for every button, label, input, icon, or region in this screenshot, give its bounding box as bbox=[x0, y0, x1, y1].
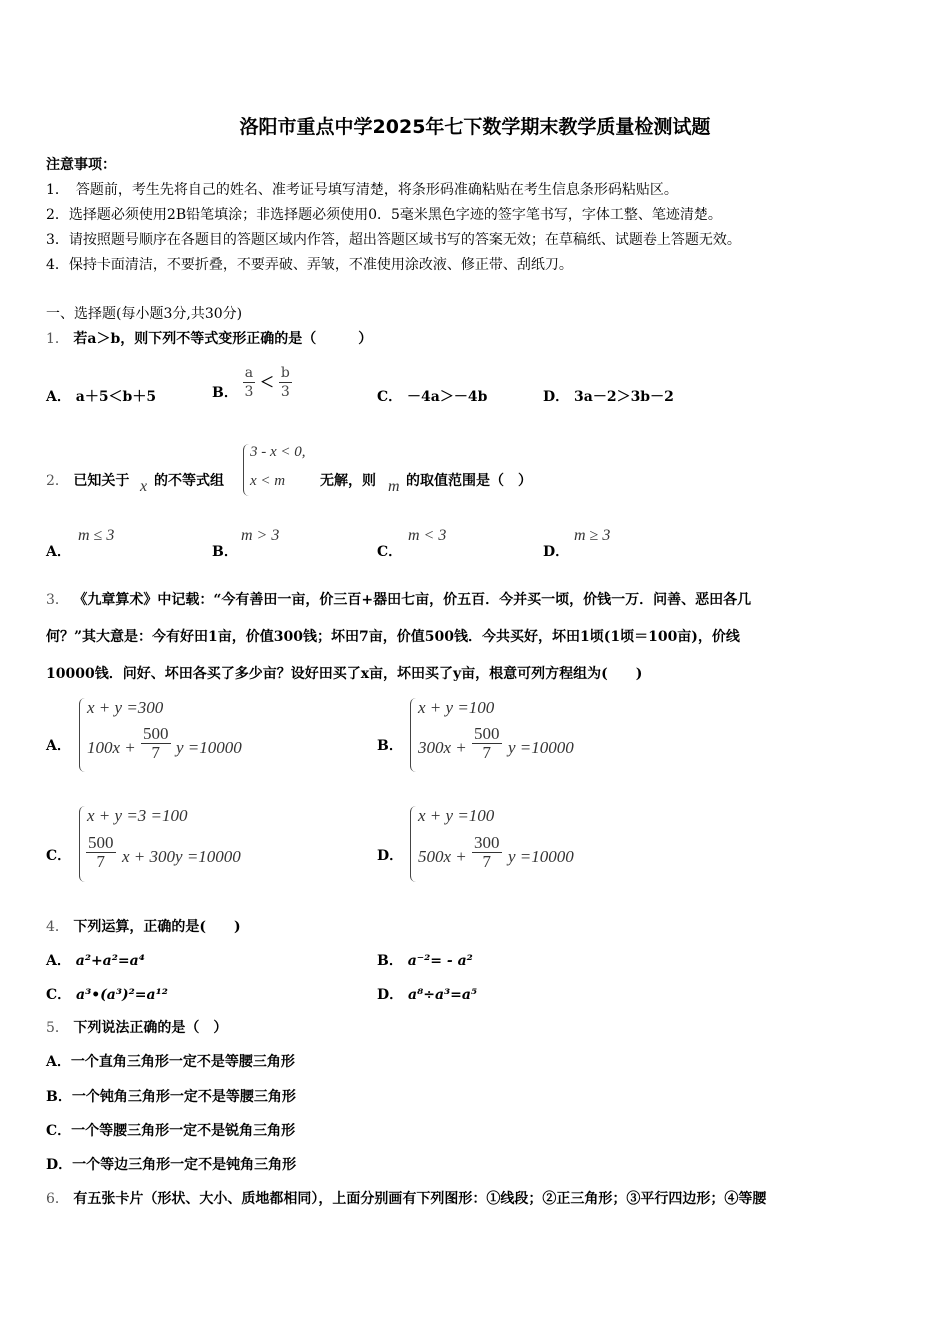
system-brace bbox=[410, 698, 417, 772]
less-than-sign: ＜ bbox=[259, 375, 274, 391]
option-text: 3a－2＞3b－2 bbox=[574, 389, 674, 405]
option-label: B． bbox=[377, 953, 403, 969]
system-line: x + y =100 bbox=[418, 698, 495, 717]
q2-option-d-label[interactable]: D． bbox=[543, 544, 570, 560]
question-text: 若a＞b，则下列不等式变形正确的是（ ） bbox=[73, 331, 373, 347]
question-2-stem bbox=[46, 470, 129, 490]
question-number: 6． bbox=[46, 1191, 69, 1207]
q4-option-a[interactable] bbox=[46, 950, 145, 970]
q5-option-a[interactable]: A．一个直角三角形一定不是等腰三角形 bbox=[46, 1054, 295, 1070]
question-text: 无解，则 bbox=[320, 473, 376, 489]
system-line: x + y =100 bbox=[418, 806, 495, 825]
question-6-stem bbox=[46, 1188, 766, 1208]
question-text: 的取值范围是（ ） bbox=[406, 473, 532, 489]
system-brace bbox=[79, 698, 86, 772]
system-line: x < m bbox=[250, 473, 286, 489]
question-text: 何？”其大意是：今有好田1亩，价值300钱；坏田7亩，价值500钱．今共买好，坏田1顷(1顷＝100亩)，价线 bbox=[46, 629, 740, 645]
option-text: －4a＞－4b bbox=[407, 389, 488, 405]
option-label: B． bbox=[212, 385, 238, 401]
system-line: y =10000 bbox=[508, 847, 574, 866]
q5-option-b[interactable]: B．一个钝角三角形一定不是等腰三角形 bbox=[46, 1089, 296, 1105]
variable-m: m bbox=[388, 478, 400, 495]
option-label: D． bbox=[377, 987, 404, 1003]
system-brace bbox=[79, 806, 86, 882]
q2-option-d-text: m ≥ 3 bbox=[574, 527, 611, 544]
q2-option-c-label[interactable]: C． bbox=[377, 544, 403, 560]
q5-option-c[interactable]: C．一个等腰三角形一定不是锐角三角形 bbox=[46, 1123, 296, 1139]
system-brace bbox=[410, 806, 417, 882]
fraction: $\frac{500}{7}$ bbox=[474, 724, 500, 762]
variable-x: x bbox=[140, 478, 148, 495]
notice-item: 4．保持卡面清洁，不要折叠，不要弄破、弄皱，不准使用涂改液、修正带、刮纸刀。 bbox=[46, 257, 573, 273]
question-text: 10000钱．问好、坏田各买了多少亩？设好田买了x亩，坏田买了y亩，根意可列方程组为( ) bbox=[46, 666, 643, 682]
q4-option-c[interactable] bbox=[46, 984, 168, 1004]
question-number: 5． bbox=[46, 1020, 69, 1036]
notice-heading: 注意事项： bbox=[46, 157, 116, 173]
question-text: 《九章算术》中记载：“今有善田一亩，价三百+器田七亩，价五百．今并买一顷，价钱一万．问善、恶田各几 bbox=[73, 592, 752, 608]
system-line: x + y =300 bbox=[87, 698, 164, 717]
question-4-stem bbox=[46, 916, 241, 936]
q1-option-b[interactable] bbox=[212, 362, 292, 402]
q3-option-c-label[interactable]: C． bbox=[46, 848, 72, 864]
fraction: $\frac{500}{7}$ bbox=[88, 833, 114, 871]
q1-option-c[interactable] bbox=[377, 386, 487, 406]
page-title: 洛阳市重点中学2025年七下数学期末教学质量检测试题 bbox=[239, 116, 711, 138]
q3-option-d-label[interactable]: D． bbox=[377, 848, 404, 864]
question-text: 已知关于 bbox=[73, 473, 130, 489]
system-brace bbox=[243, 444, 250, 496]
fraction: $\frac{b}{3}$ bbox=[280, 364, 290, 400]
question-text: 的不等式组 bbox=[154, 473, 224, 489]
option-label: D． bbox=[543, 389, 570, 405]
option-text: a＋5＜b＋5 bbox=[75, 389, 157, 405]
q2-option-b-text: m > 3 bbox=[241, 527, 280, 544]
q5-option-d[interactable]: D．一个等边三角形一定不是钝角三角形 bbox=[46, 1157, 297, 1173]
fraction: $\frac{500}{7}$ bbox=[143, 724, 169, 762]
option-label: A． bbox=[46, 953, 71, 969]
question-number: 2． bbox=[46, 473, 69, 489]
q2-option-b-label[interactable]: B． bbox=[212, 544, 238, 560]
system-line: 3 - x < 0, bbox=[250, 444, 306, 460]
fraction: $\frac{a}{3}$ bbox=[244, 364, 254, 400]
question-1-stem bbox=[46, 328, 372, 348]
q2-option-c-text: m < 3 bbox=[408, 527, 447, 544]
question-text: 下列运算，正确的是( ) bbox=[73, 919, 241, 935]
option-text: a⁸÷a³=a⁵ bbox=[408, 987, 478, 1003]
system-line: y =10000 bbox=[176, 738, 242, 757]
q4-option-d[interactable] bbox=[377, 984, 477, 1004]
question-text: 下列说法正确的是（ ） bbox=[73, 1020, 228, 1036]
q3-option-a-label[interactable]: A． bbox=[46, 738, 71, 754]
option-text: a³•(a³)²=a¹² bbox=[76, 987, 168, 1003]
q2-option-a-label[interactable]: A． bbox=[46, 544, 71, 560]
question-number: 3． bbox=[46, 592, 69, 608]
system-line: 500x + bbox=[418, 847, 467, 866]
question-text: 有五张卡片（形状、大小、质地都相同），上面分别画有下列图形：①线段；②正三角形；③平行四边形；④等腰 bbox=[73, 1191, 767, 1207]
system-line: y =10000 bbox=[508, 738, 574, 757]
option-text: a⁻²= - a² bbox=[407, 953, 473, 969]
question-number: 4． bbox=[46, 919, 69, 935]
option-label: A． bbox=[46, 389, 71, 405]
option-text: a²+a²=a⁴ bbox=[75, 953, 145, 969]
q1-option-a[interactable] bbox=[46, 386, 156, 406]
question-number: 1． bbox=[46, 331, 69, 347]
q1-option-d[interactable] bbox=[543, 386, 674, 406]
notice-item: 3．请按照题号顺序在各题目的答题区域内作答，超出答题区域书写的答案无效；在草稿纸、试题卷上答题无效。 bbox=[46, 232, 741, 248]
system-line: 300x + bbox=[418, 738, 467, 757]
q2-option-a-text: m ≤ 3 bbox=[78, 527, 115, 544]
question-3-stem bbox=[46, 589, 751, 609]
q4-option-b[interactable] bbox=[377, 950, 473, 970]
q3-option-b-label[interactable]: B． bbox=[377, 738, 403, 754]
system-line: x + y =3 =100 bbox=[87, 806, 188, 825]
system-line: x + 300y =10000 bbox=[122, 847, 241, 866]
system-line: 100x + bbox=[87, 738, 136, 757]
question-5-stem bbox=[46, 1017, 227, 1037]
notice-item: 2．选择题必须使用2B铅笔填涂；非选择题必须使用0．5毫米黑色字迹的签字笔书写，字体工整、笔迹清楚。 bbox=[46, 207, 722, 223]
notice-item: 1． 答题前，考生先将自己的姓名、准考证号填写清楚，将条形码准确粘贴在考生信息条形码粘贴区。 bbox=[46, 182, 678, 198]
option-label: C． bbox=[377, 389, 403, 405]
option-label: C． bbox=[46, 987, 72, 1003]
section-heading: 一、选择题(每小题3分,共30分) bbox=[46, 306, 243, 322]
fraction: $\frac{300}{7}$ bbox=[474, 833, 500, 871]
